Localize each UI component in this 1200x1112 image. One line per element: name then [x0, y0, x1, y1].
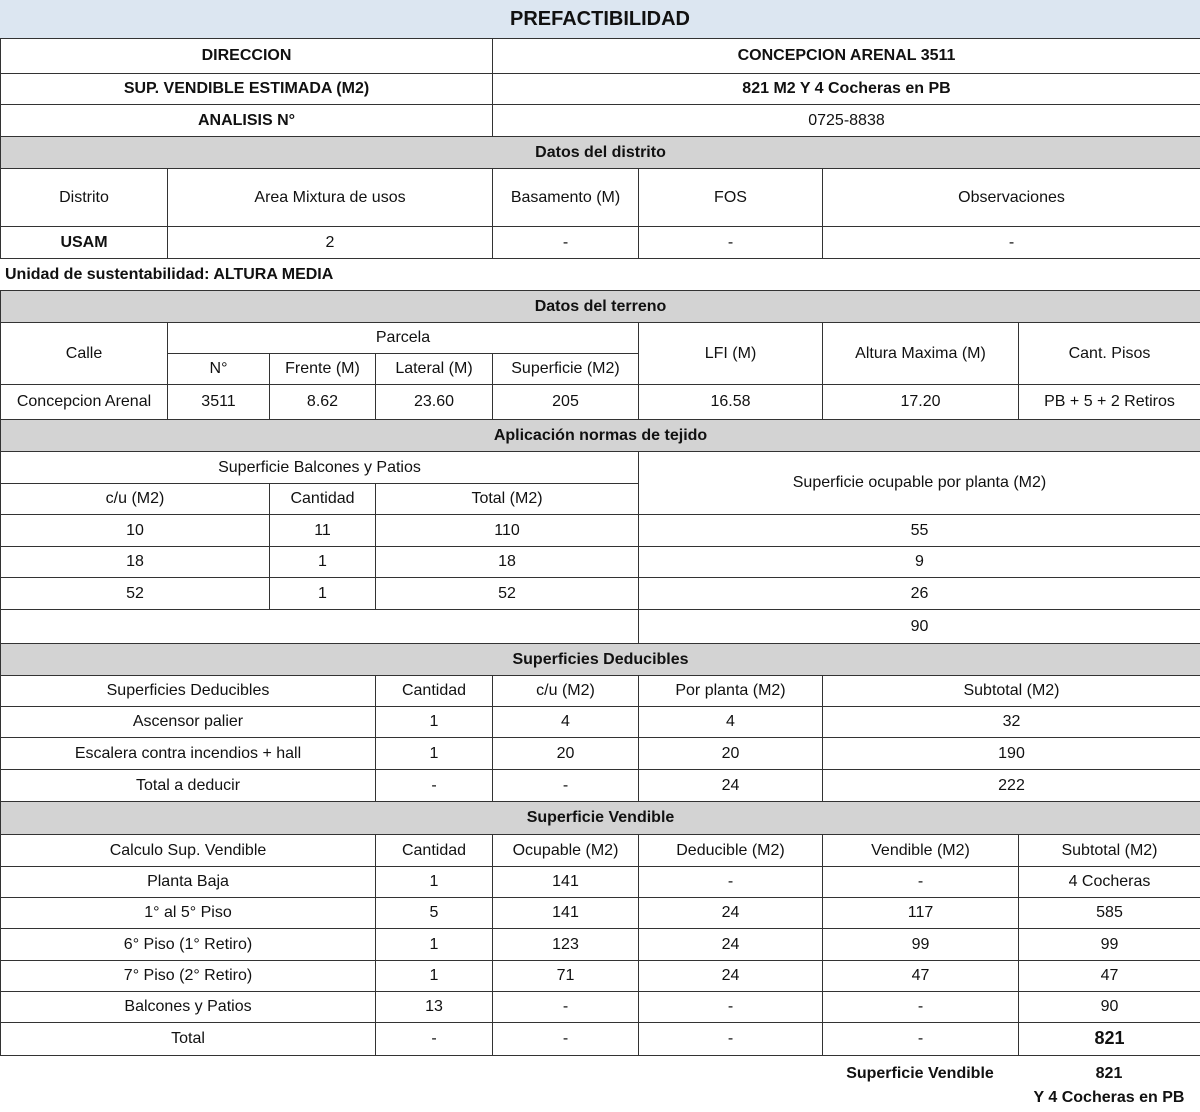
table-cell: -: [638, 1022, 822, 1055]
table-cell: 1: [375, 737, 492, 769]
col-deducible: Deducible (M2): [638, 834, 822, 866]
table-cell: 5: [375, 897, 492, 928]
col-fos: FOS: [638, 168, 822, 226]
col-superficies-deducibles: Superficies Deducibles: [0, 675, 375, 706]
table-cell: 13: [375, 991, 492, 1022]
col-altura-maxima: Altura Maxima (M): [822, 322, 1018, 384]
cant-pisos-value: PB + 5 + 2 Retiros: [1018, 384, 1200, 419]
section-header-deducibles: Superficies Deducibles: [0, 643, 1200, 675]
summary-cocheras: Y 4 Cocheras en PB: [1033, 1089, 1185, 1107]
table-cell: 99: [1018, 928, 1200, 960]
total-label: Total: [0, 1022, 375, 1055]
col-calculo: Calculo Sup. Vendible: [0, 834, 375, 866]
table-cell: 18: [0, 546, 269, 577]
table-cell: -: [492, 769, 638, 801]
col-lateral: Lateral (M): [375, 353, 492, 384]
col-superficie: Superficie (M2): [492, 353, 638, 384]
table-cell: Escalera contra incendios + hall: [0, 737, 375, 769]
col-cantidad: Cantidad: [269, 483, 375, 514]
col-ocupable: Ocupable (M2): [492, 834, 638, 866]
table-cell: -: [638, 991, 822, 1022]
table-cell: 11: [269, 514, 375, 546]
table-cell: -: [375, 769, 492, 801]
calle-value: Concepcion Arenal: [0, 384, 167, 419]
col-basamento: Basamento (M): [492, 168, 638, 226]
table-cell: 71: [492, 960, 638, 991]
table-cell: -: [822, 1022, 1018, 1055]
sustentabilidad-note: Unidad de sustentabilidad: ALTURA MEDIA: [0, 258, 1200, 290]
table-cell: 4: [638, 706, 822, 737]
table-cell: 52: [0, 577, 269, 609]
table-cell: 141: [492, 866, 638, 897]
section-header-terreno: Datos del terreno: [0, 290, 1200, 322]
table-cell: 1: [375, 866, 492, 897]
col-vendible: Vendible (M2): [822, 834, 1018, 866]
table-cell: 9: [638, 546, 1200, 577]
table-cell: 1: [269, 577, 375, 609]
summary-value: 821: [1095, 1065, 1123, 1083]
table-cell: 4: [492, 706, 638, 737]
analisis-value: 0725-8838: [492, 104, 1200, 136]
table-cell: 10: [0, 514, 269, 546]
distrito-value: USAM: [0, 226, 167, 258]
col-cantidad: Cantidad: [375, 675, 492, 706]
table-cell: Balcones y Patios: [0, 991, 375, 1022]
section-header-distrito: Datos del distrito: [0, 136, 1200, 168]
table-cell: -: [822, 991, 1018, 1022]
table-cell: 18: [375, 546, 638, 577]
table-cell: 52: [375, 577, 638, 609]
table-cell: 585: [1018, 897, 1200, 928]
lateral-value: 23.60: [375, 384, 492, 419]
table-cell: 24: [638, 960, 822, 991]
table-cell: Ascensor palier: [0, 706, 375, 737]
table-cell: 90: [1018, 991, 1200, 1022]
col-cu: c/u (M2): [492, 675, 638, 706]
table-cell: 141: [492, 897, 638, 928]
frente-value: 8.62: [269, 384, 375, 419]
analisis-label: ANALISIS N°: [0, 104, 492, 136]
parcela-group-header: Parcela: [167, 322, 638, 353]
table-cell: 24: [638, 897, 822, 928]
table-cell: 110: [375, 514, 638, 546]
total-subtotal: 821: [1018, 1022, 1200, 1055]
superficie-value: 205: [492, 384, 638, 419]
table-cell: 26: [638, 577, 1200, 609]
table-cell: 1: [269, 546, 375, 577]
table-cell: Total a deducir: [0, 769, 375, 801]
col-cantidad: Cantidad: [375, 834, 492, 866]
table-cell: 20: [492, 737, 638, 769]
section-header-vendible: Superficie Vendible: [0, 801, 1200, 834]
table-cell: -: [492, 991, 638, 1022]
col-subtotal: Subtotal (M2): [1018, 834, 1200, 866]
table-cell: 6° Piso (1° Retiro): [0, 928, 375, 960]
table-cell: 24: [638, 928, 822, 960]
area-mixtura-value: 2: [167, 226, 492, 258]
sup-vendible-value: 821 M2 Y 4 Cocheras en PB: [492, 73, 1200, 104]
table-cell: 1: [375, 960, 492, 991]
col-cant-pisos: Cant. Pisos: [1018, 322, 1200, 384]
table-cell: -: [375, 1022, 492, 1055]
col-frente: Frente (M): [269, 353, 375, 384]
summary-label: Superficie Vendible: [846, 1065, 994, 1083]
col-calle: Calle: [0, 322, 167, 384]
section-header-tejido: Aplicación normas de tejido: [0, 419, 1200, 451]
col-cu: c/u (M2): [0, 483, 269, 514]
table-bottom-border: [0, 1055, 1200, 1056]
direccion-label: DIRECCION: [0, 38, 492, 73]
table-cell: 47: [1018, 960, 1200, 991]
table-cell: 190: [822, 737, 1200, 769]
table-cell: 1: [375, 928, 492, 960]
ocupable-header: Superficie ocupable por planta (M2): [638, 451, 1200, 514]
table-cell: -: [822, 866, 1018, 897]
balcones-group-header: Superficie Balcones y Patios: [0, 451, 638, 483]
table-cell: 123: [492, 928, 638, 960]
fos-value: -: [638, 226, 822, 258]
table-cell: 55: [638, 514, 1200, 546]
col-area-mixtura: Area Mixtura de usos: [167, 168, 492, 226]
basamento-value: -: [492, 226, 638, 258]
table-cell: -: [492, 1022, 638, 1055]
observaciones-value: -: [822, 226, 1200, 258]
table-cell: 117: [822, 897, 1018, 928]
table-cell: 32: [822, 706, 1200, 737]
col-observaciones: Observaciones: [822, 168, 1200, 226]
col-distrito: Distrito: [0, 168, 167, 226]
col-total: Total (M2): [375, 483, 638, 514]
table-cell: 7° Piso (2° Retiro): [0, 960, 375, 991]
col-subtotal: Subtotal (M2): [822, 675, 1200, 706]
table-cell: 47: [822, 960, 1018, 991]
table-cell: 24: [638, 769, 822, 801]
col-lfi: LFI (M): [638, 322, 822, 384]
table-cell: Planta Baja: [0, 866, 375, 897]
col-numero: N°: [167, 353, 269, 384]
table-cell: 4 Cocheras: [1018, 866, 1200, 897]
table-cell: 1: [375, 706, 492, 737]
table-cell: 222: [822, 769, 1200, 801]
altura-maxima-value: 17.20: [822, 384, 1018, 419]
table-cell: 20: [638, 737, 822, 769]
numero-value: 3511: [167, 384, 269, 419]
col-por-planta: Por planta (M2): [638, 675, 822, 706]
ocupable-total: 90: [638, 609, 1200, 643]
table-cell: -: [638, 866, 822, 897]
sup-vendible-label: SUP. VENDIBLE ESTIMADA (M2): [0, 73, 492, 104]
direccion-value: CONCEPCION ARENAL 3511: [492, 38, 1200, 73]
lfi-value: 16.58: [638, 384, 822, 419]
table-cell: 99: [822, 928, 1018, 960]
page-title: PREFACTIBILIDAD: [0, 0, 1200, 38]
table-cell: 1° al 5° Piso: [0, 897, 375, 928]
empty-cell: [0, 609, 638, 643]
